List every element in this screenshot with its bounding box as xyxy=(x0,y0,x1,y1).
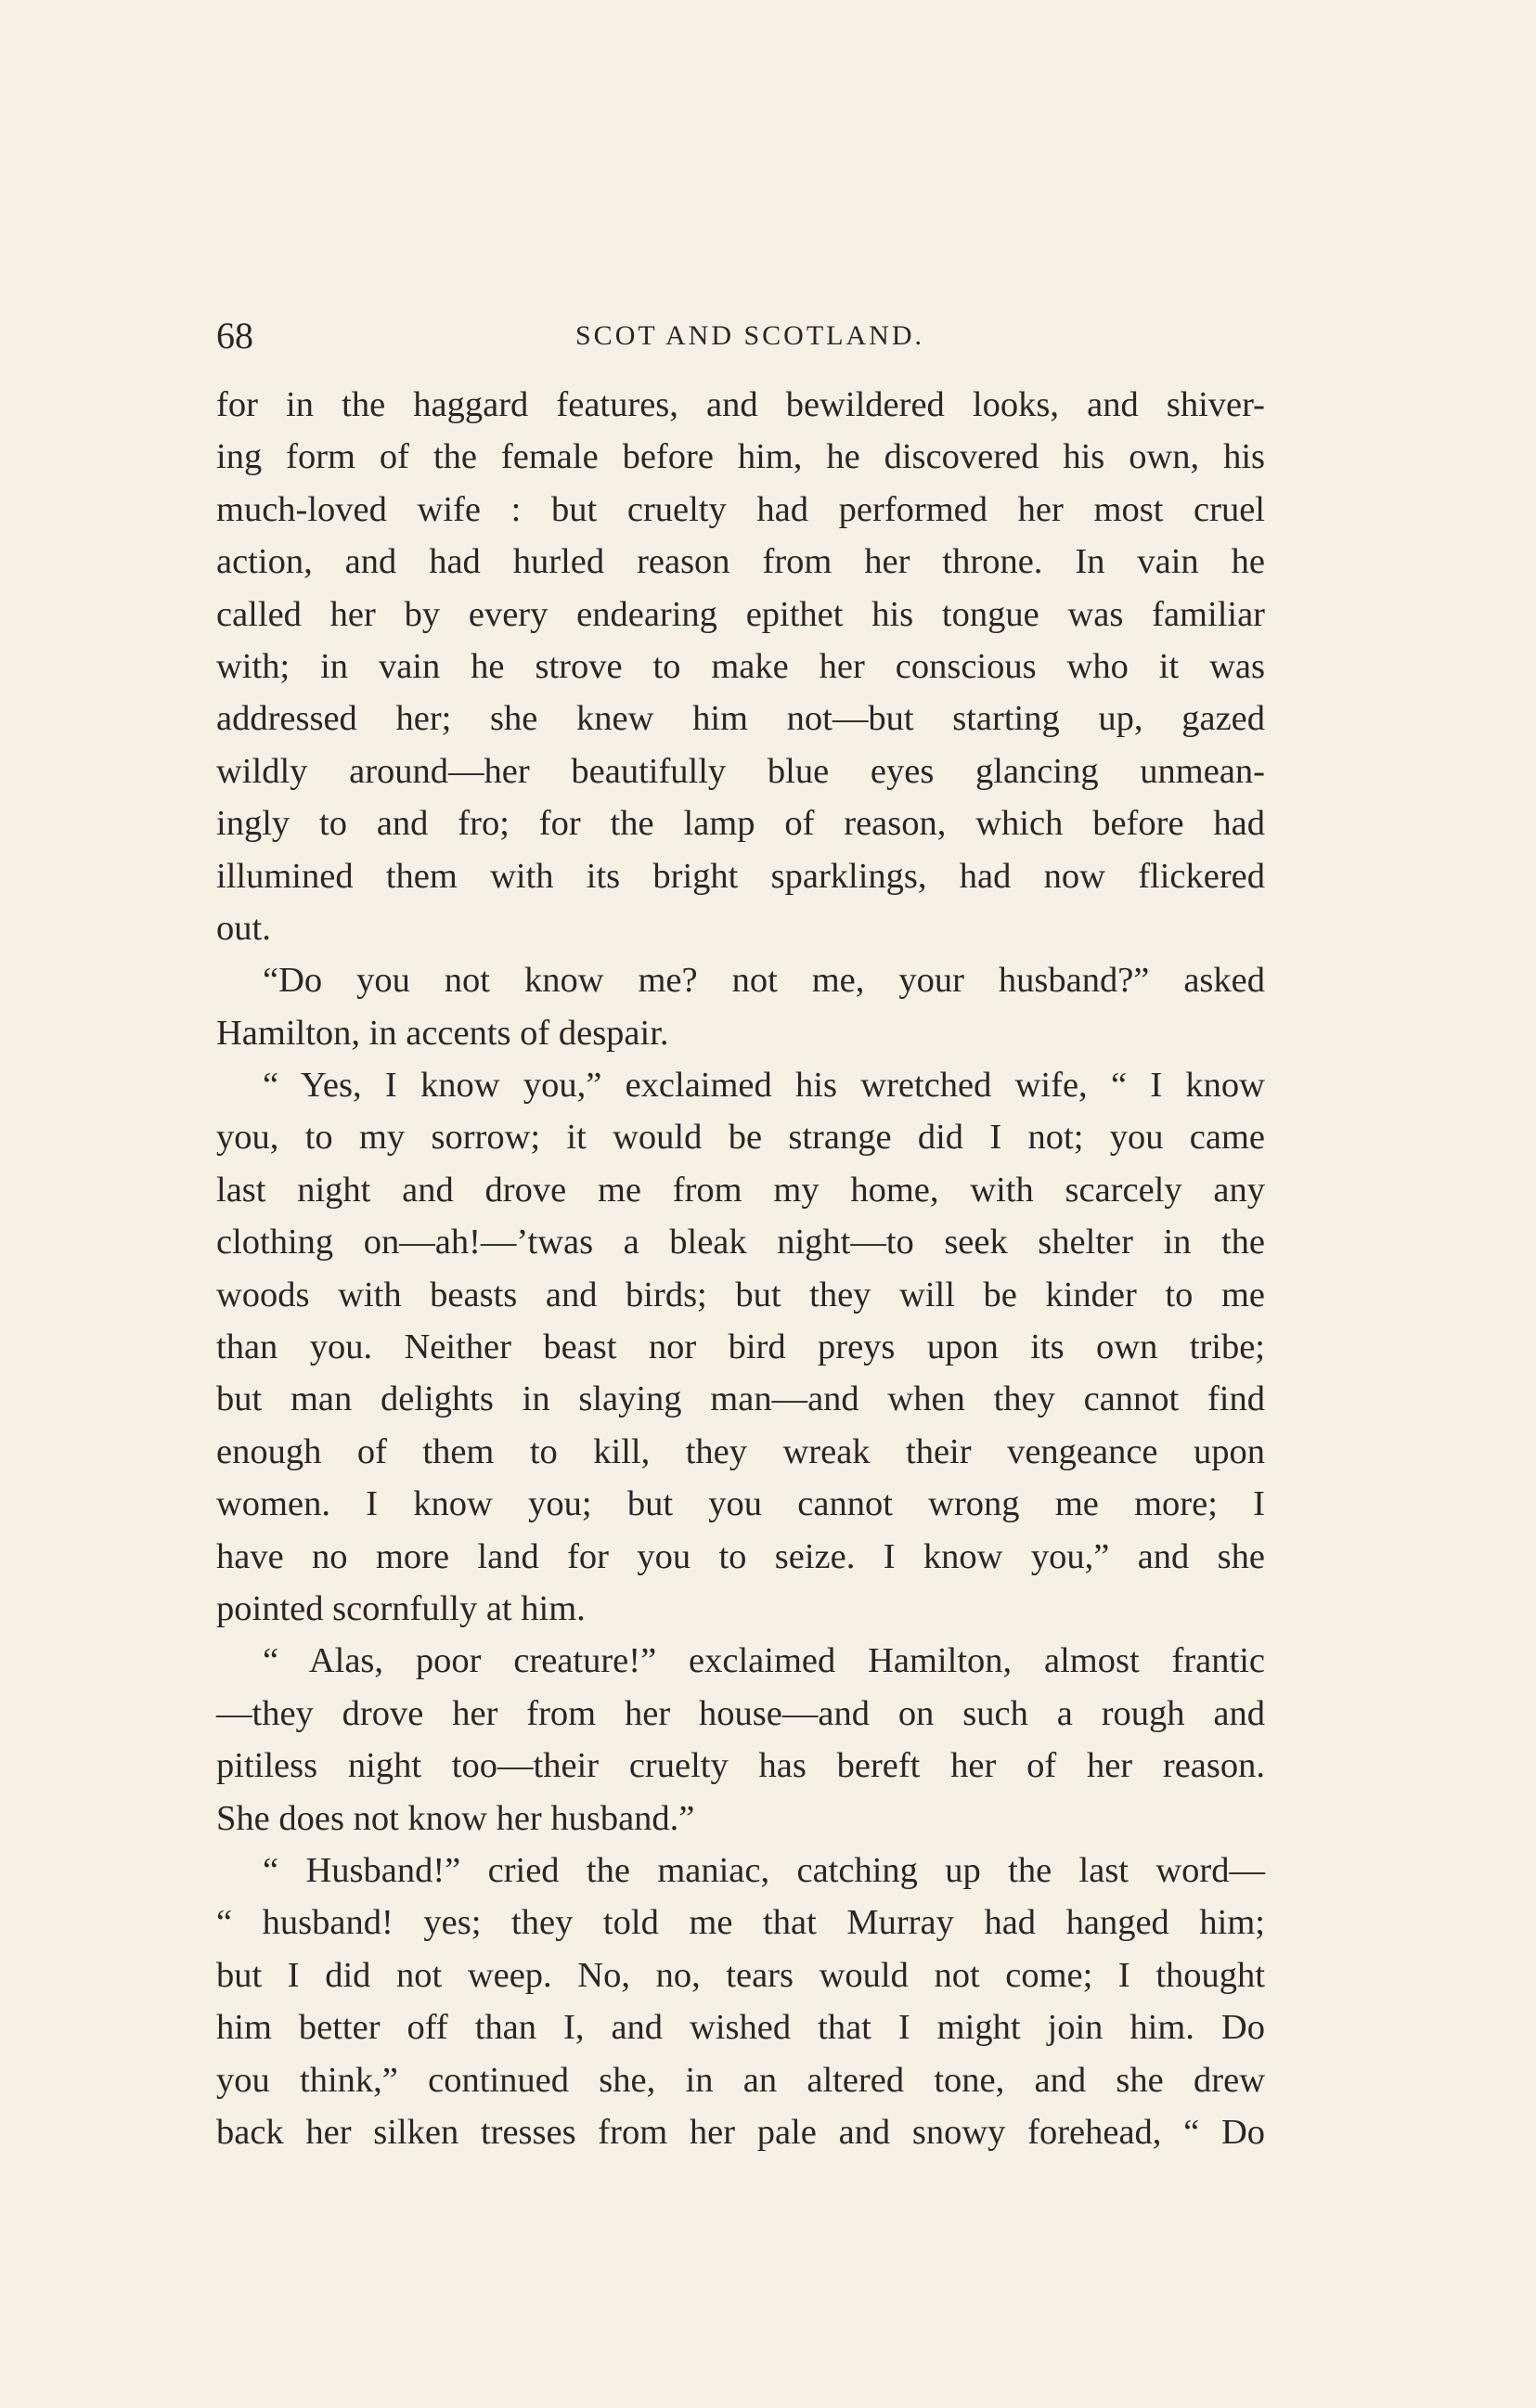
text-line: illumined them with its bright sparklings, had now flickered xyxy=(216,856,1265,896)
text-line: have no more land for you to seize. I know you,” and she xyxy=(216,1536,1265,1576)
text-line: called her by every endearing epithet his tongue was familiar xyxy=(216,594,1265,634)
text-line: last night and drove me from my home, with scarcely any xyxy=(216,1170,1265,1210)
body-text xyxy=(216,379,1265,2158)
text-line: you think,” continued she, in an altered tone, and she drew xyxy=(216,2060,1265,2100)
text-line: you, to my sorrow; it would be strange did I not; you came xyxy=(216,1118,1265,1158)
text-line: much-loved wife : but cruelty had performed her most cruel xyxy=(216,489,1265,529)
text-line: back her silken tresses from her pale and snowy forehead, “ Do xyxy=(216,2112,1265,2152)
text-line: pointed scornfully at him. xyxy=(216,1588,586,1628)
text-line: out. xyxy=(216,908,271,948)
text-line: Hamilton, in accents of despair. xyxy=(216,1013,669,1053)
text-line: him better off than I, and wished that I might join him. Do xyxy=(216,2008,1265,2048)
text-line: “ Yes, I know you,” exclaimed his wretched wife, “ I know xyxy=(263,1066,1265,1106)
running-head xyxy=(216,308,1265,364)
text-line: woods with beasts and birds; but they will be kinder to me xyxy=(216,1275,1265,1314)
text-line: with; in vain he strove to make her conscious who it was xyxy=(216,646,1265,686)
text-line: ing form of the female before him, he discovered his own, his xyxy=(216,437,1265,477)
text-line: clothing on—ah!—’twas a bleak night—to seek shelter in the xyxy=(216,1223,1265,1262)
text-line: —they drove her from her house—and on such a rough and xyxy=(216,1693,1265,1733)
text-line: enough of them to kill, they wreak their vengeance upon xyxy=(216,1431,1265,1471)
text-line: “ Alas, poor creature!” exclaimed Hamilton, almost frantic xyxy=(263,1641,1265,1681)
text-line: but man delights in slaying man—and when they cannot find xyxy=(216,1379,1265,1419)
text-line: wildly around—her beautifully blue eyes glancing unmean- xyxy=(216,751,1265,791)
text-line: addressed her; she knew him not—but starting up, gazed xyxy=(216,699,1265,739)
text-line: women. I know you; but you cannot wrong me more; I xyxy=(216,1484,1265,1524)
text-line: for in the haggard features, and bewildered looks, and shiver- xyxy=(216,385,1265,424)
text-line: “ husband! yes; they told me that Murray had hanged him; xyxy=(216,1903,1265,1943)
text-line: but I did not weep. No, no, tears would not come; I thought xyxy=(216,1955,1265,1995)
running-title: SCOT AND SCOTLAND. xyxy=(575,320,924,351)
text-line: She does not know her husband.” xyxy=(216,1798,695,1838)
text-line: “ Husband!” cried the maniac, catching up the last word— xyxy=(263,1850,1265,1890)
page-number: 68 xyxy=(216,315,253,356)
text-line: action, and had hurled reason from her throne. In vain he xyxy=(216,542,1265,582)
text-line: pitiless night too—their cruelty has bereft her of her reason. xyxy=(216,1746,1265,1786)
text-line: than you. Neither beast nor bird preys upon its own tribe; xyxy=(216,1327,1265,1367)
text-line: ingly to and fro; for the lamp of reason, which before had xyxy=(216,804,1265,844)
text-line: “Do you not know me? not me, your husband?” asked xyxy=(263,961,1265,1001)
